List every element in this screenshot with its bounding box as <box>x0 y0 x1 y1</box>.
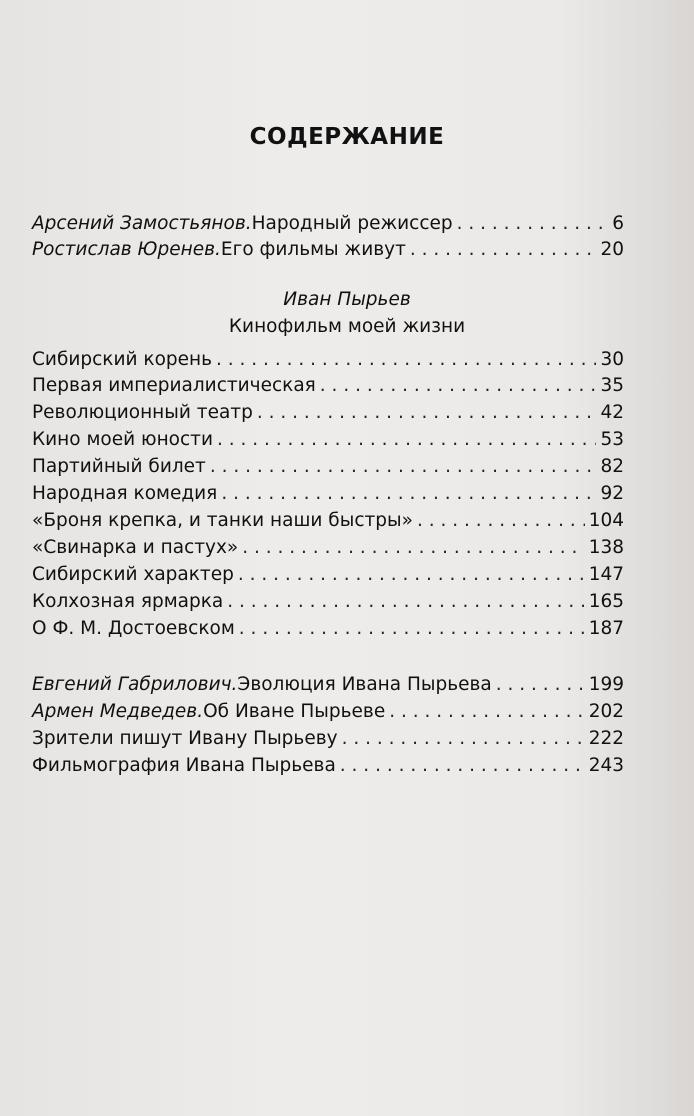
toc-entry <box>32 454 624 480</box>
dot-leader <box>340 753 585 779</box>
dot-leader <box>221 481 596 507</box>
dot-leader <box>210 454 597 480</box>
toc-entry <box>32 672 624 698</box>
entry-title: Народная комедия <box>32 483 218 504</box>
entry-author: Евгений Габрилович. <box>32 674 238 695</box>
toc-entry <box>32 211 624 237</box>
dot-leader <box>227 589 584 615</box>
entry-page: 92 <box>600 483 624 504</box>
dot-leader <box>342 726 585 752</box>
dot-leader <box>457 211 609 237</box>
toc-entry <box>32 562 624 588</box>
dot-leader <box>417 508 585 534</box>
dot-leader <box>410 237 597 263</box>
dot-leader <box>216 347 596 373</box>
entry-title: Сибирский корень <box>32 349 213 370</box>
entry-page: 202 <box>588 701 624 722</box>
entry-title: Партийный билет <box>32 456 206 477</box>
entry-page: 82 <box>600 456 624 477</box>
dot-leader <box>320 373 597 399</box>
entry-page: 199 <box>588 674 624 695</box>
dot-leader <box>217 427 596 453</box>
entry-title: О Ф. М. Достоевском <box>32 618 235 639</box>
entry-page: 42 <box>600 402 624 423</box>
toc-entry <box>32 508 624 534</box>
toc-entry <box>32 535 624 561</box>
toc-entry <box>32 237 624 263</box>
entry-page: 30 <box>600 349 624 370</box>
section-author: Иван Пырьев <box>283 289 411 310</box>
entry-author: Ростислав Юренев. <box>32 239 221 260</box>
toc-entry <box>32 427 624 453</box>
entry-title: Народный режиссер <box>251 213 453 234</box>
toc-entry <box>32 400 624 426</box>
section-title: Кинофильм моей жизни <box>228 316 466 337</box>
entry-page: 147 <box>588 564 624 585</box>
toc-entry <box>32 373 624 399</box>
entry-page: 20 <box>600 239 624 260</box>
entry-author: Арсений Замостьянов. <box>32 213 252 234</box>
dot-leader <box>389 699 584 725</box>
dot-leader <box>496 672 585 698</box>
entry-page: 104 <box>588 510 624 531</box>
entry-page: 243 <box>588 755 624 776</box>
toc-entry <box>32 347 624 373</box>
toc-entry <box>32 481 624 507</box>
entry-page: 6 <box>612 213 624 234</box>
dot-leader <box>242 535 584 561</box>
entry-title: «Свинарка и пастух» <box>32 537 239 558</box>
page-title: СОДЕРЖАНИЕ <box>249 124 445 150</box>
entry-page: 53 <box>600 429 624 450</box>
entry-page: 35 <box>600 375 624 396</box>
entry-title: Фильмография Ивана Пырьева <box>32 755 336 776</box>
entry-title: Кино моей юности <box>32 429 213 450</box>
entry-title: Сибирский характер <box>32 564 234 585</box>
entry-title: Революционный театр <box>32 402 253 423</box>
entry-page: 187 <box>588 618 624 639</box>
dot-leader <box>257 400 597 426</box>
toc-entry <box>32 699 624 725</box>
toc-entry <box>32 726 624 752</box>
dot-leader <box>239 616 585 642</box>
toc-entry <box>32 616 624 642</box>
toc-entry <box>32 589 624 615</box>
entry-title: «Броня крепка, и танки наши быстры» <box>32 510 413 531</box>
entry-title: Его фильмы живут <box>220 239 406 260</box>
entry-title: Эволюция Ивана Пырьева <box>237 674 492 695</box>
entry-page: 165 <box>588 591 624 612</box>
entry-title: Колхозная ярмарка <box>32 591 224 612</box>
entry-author: Армен Медведев. <box>32 701 204 722</box>
toc-entry <box>32 753 624 779</box>
entry-title: Зрители пишут Ивану Пырьеву <box>32 728 338 749</box>
entry-page: 138 <box>588 537 624 558</box>
entry-page: 222 <box>588 728 624 749</box>
entry-title: Первая империалистическая <box>32 375 316 396</box>
entry-title: Об Иване Пырьеве <box>203 701 386 722</box>
dot-leader <box>238 562 585 588</box>
